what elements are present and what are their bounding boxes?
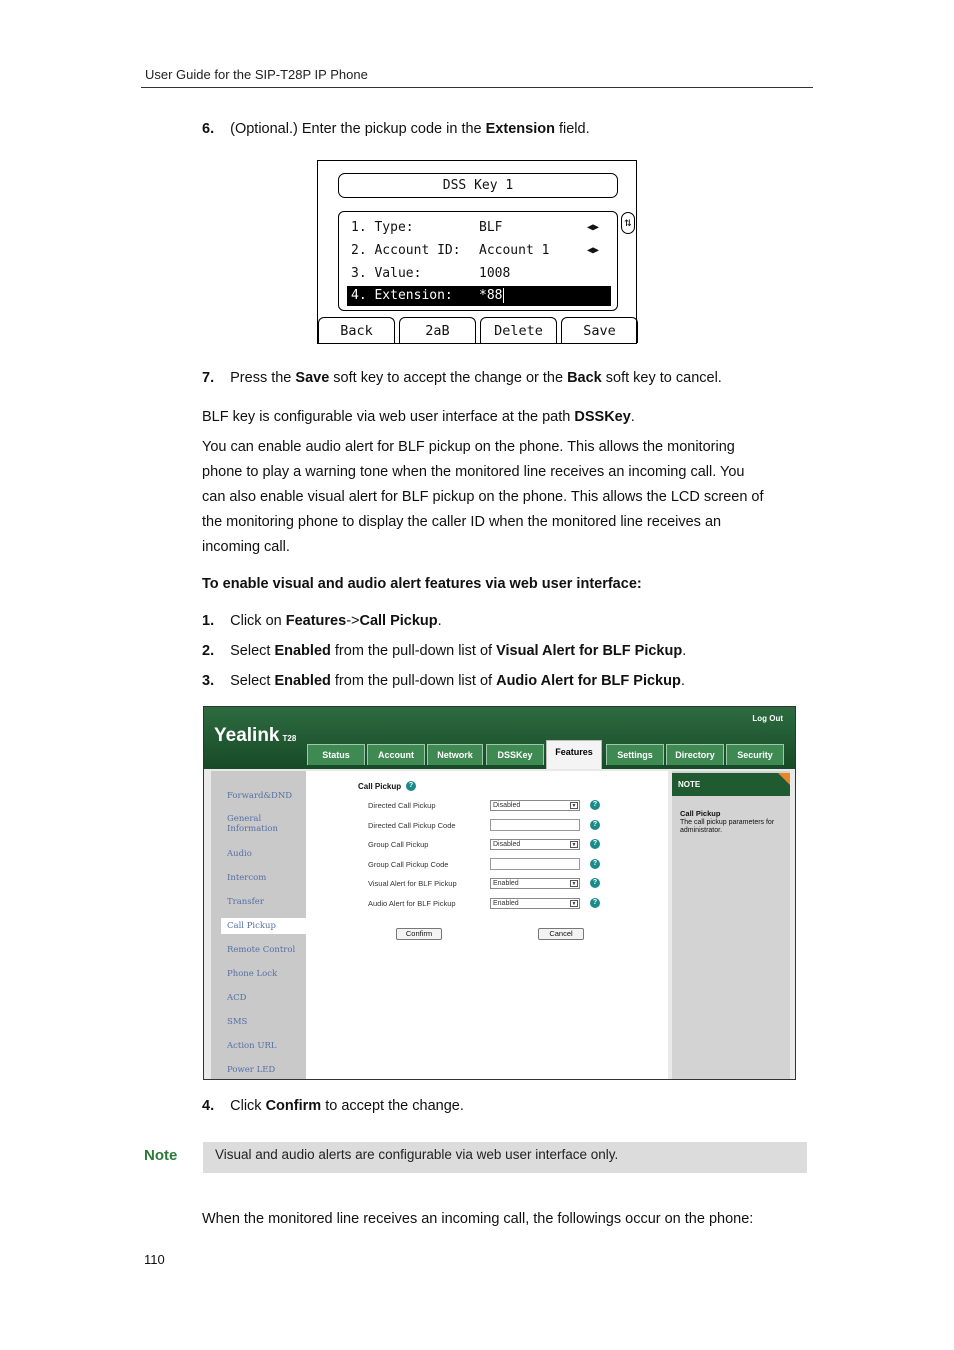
tab-security[interactable]: Security: [726, 744, 784, 765]
sidebar-item-power-led[interactable]: Power LED: [227, 1065, 276, 1075]
step-1: [202, 611, 442, 631]
paragraph-path: [202, 407, 635, 427]
dropdown-arrow-icon: ▼: [571, 901, 577, 907]
tab-network[interactable]: Network: [427, 744, 483, 765]
step-text: from the pull-down list of: [330, 673, 497, 689]
lcd-row-value: *88: [479, 288, 503, 303]
step-3: [202, 671, 685, 691]
scroll-indicator-icon: ⇅: [621, 212, 635, 234]
step-number: 4.: [202, 1098, 215, 1114]
web-main-panel: [306, 771, 668, 1079]
field-label: Directed Call Pickup: [368, 801, 436, 810]
web-header: [204, 707, 795, 769]
paragraph-alerts: [202, 435, 764, 560]
note-title: Call Pickup: [680, 809, 721, 818]
step-bold: Enabled: [274, 643, 331, 659]
select-value: Enabled: [493, 880, 519, 887]
lcd-title: DSS Key 1: [338, 173, 618, 198]
help-icon[interactable]: ?: [590, 820, 600, 830]
dropdown-arrow-icon: ▼: [571, 842, 577, 848]
visual-alert-blf-select[interactable]: [490, 878, 580, 889]
help-icon[interactable]: ?: [590, 878, 600, 888]
step-text: (Optional.) Enter the pickup code in the: [230, 121, 486, 137]
tab-status[interactable]: Status: [307, 744, 365, 765]
step-4: [202, 1096, 464, 1116]
note-text: Visual and audio alerts are configurable via web user interface only.: [215, 1147, 619, 1162]
step-text-end: field.: [554, 121, 590, 137]
logo-model: T28: [282, 734, 297, 743]
select-value: Disabled: [493, 841, 521, 848]
lcd-row-extension[interactable]: [347, 286, 611, 306]
dropdown-arrow-icon: ▼: [571, 881, 577, 887]
step-text: Press the: [230, 370, 296, 386]
lcd-row-value: Account 1: [479, 243, 550, 258]
lcd-row-value-field[interactable]: [347, 264, 611, 284]
step-number: 7.: [202, 370, 215, 386]
left-right-arrows-icon: ◀▶: [587, 222, 600, 233]
para-text: BLF key is configurable via web user interface at the path: [202, 409, 575, 425]
help-icon[interactable]: ?: [590, 839, 600, 849]
step-6: [202, 119, 590, 139]
step-2: [202, 641, 686, 661]
step-number: 3.: [202, 673, 215, 689]
procedure-title: To enable visual and audio alert features via web user interface:: [202, 576, 642, 592]
sidebar-item-audio[interactable]: Audio: [227, 849, 252, 859]
field-label: Directed Call Pickup Code: [368, 821, 456, 830]
step-bold: Save: [295, 370, 330, 386]
para-line: phone to play a warning tone when the monitored line receives an incoming call. You: [202, 464, 745, 480]
sidebar-item-transfer[interactable]: Transfer: [227, 897, 264, 907]
step-text: to accept the change.: [321, 1098, 464, 1114]
step-text: Select: [230, 673, 275, 689]
note-label: Note: [144, 1147, 178, 1164]
group-call-pickup-select[interactable]: [490, 839, 580, 850]
select-value: Enabled: [493, 900, 519, 907]
sidebar-item-remote-control[interactable]: Remote Control: [227, 945, 296, 955]
sidebar-item-action-url[interactable]: Action URL: [227, 1041, 277, 1051]
tab-directory[interactable]: Directory: [666, 744, 724, 765]
step-text: .: [682, 643, 687, 659]
step-text: soft key to cancel.: [601, 370, 722, 386]
para-bold: DSSKey: [574, 409, 631, 425]
step-bold: Audio Alert for BLF Pickup: [496, 673, 681, 689]
step-text: Click: [230, 1098, 266, 1114]
lcd-softkeys: [318, 317, 635, 343]
step-number: 2.: [202, 643, 215, 659]
lcd-row-label: 1. Type:: [351, 220, 414, 235]
softkey-2ab[interactable]: 2aB: [399, 317, 476, 343]
softkey-delete[interactable]: Delete: [480, 317, 557, 343]
para-line: incoming call.: [202, 539, 290, 555]
text-cursor: [503, 288, 504, 303]
sidebar-item-call-pickup[interactable]: Call Pickup: [221, 918, 306, 934]
lcd-row-label: 3. Value:: [351, 266, 422, 281]
para-line: can also enable visual alert for BLF pickup on the phone. This allows the LCD screen of: [202, 489, 764, 505]
softkey-save[interactable]: Save: [561, 317, 638, 343]
tab-dsskey[interactable]: DSSKey: [486, 744, 544, 765]
step-text: soft key to accept the change or the: [329, 370, 568, 386]
para-line: the monitoring phone to display the caller ID when the monitored line receives an: [202, 514, 722, 530]
directed-call-pickup-select[interactable]: [490, 800, 580, 811]
yealink-logo: [214, 725, 296, 747]
para-line: You can enable audio alert for BLF pickup on the phone. This allows the monitoring: [202, 439, 735, 455]
tab-features[interactable]: Features: [546, 740, 602, 769]
sidebar-item-phone-lock[interactable]: Phone Lock: [227, 969, 278, 979]
tab-account[interactable]: Account: [367, 744, 425, 765]
field-label: Group Call Pickup: [368, 840, 429, 849]
confirm-button[interactable]: Confirm: [396, 928, 442, 940]
left-right-arrows-icon: ◀▶: [587, 245, 600, 256]
sidebar-item-sms[interactable]: SMS: [227, 1017, 248, 1027]
audio-alert-blf-select[interactable]: [490, 898, 580, 909]
sidebar-item-intercom[interactable]: Intercom: [227, 873, 267, 883]
lcd-screen: [317, 160, 637, 344]
field-label: Visual Alert for BLF Pickup: [368, 879, 457, 888]
lcd-row-type[interactable]: [347, 218, 611, 238]
help-icon[interactable]: ?: [590, 859, 600, 869]
web-sidebar: [211, 771, 306, 1079]
directed-call-pickup-code-input[interactable]: [490, 819, 580, 831]
step-text: Click on: [230, 613, 286, 629]
select-value: Disabled: [493, 802, 521, 809]
lcd-row-account[interactable]: [347, 241, 611, 261]
dropdown-arrow-icon: ▼: [571, 803, 577, 809]
group-call-pickup-code-input[interactable]: [490, 858, 580, 870]
web-note-panel: [672, 771, 790, 1079]
step-text: Select: [230, 643, 275, 659]
step-text: ->: [346, 613, 360, 629]
page-number: 110: [144, 1252, 165, 1267]
note-corner-icon: [778, 773, 790, 785]
help-icon[interactable]: ?: [590, 800, 600, 810]
section-title: Call Pickup: [358, 782, 402, 791]
field-label: Group Call Pickup Code: [368, 860, 449, 869]
lcd-row-value: 1008: [479, 266, 511, 281]
step-bold: Call Pickup: [359, 613, 438, 629]
note-header: NOTE: [672, 773, 790, 796]
step-text: from the pull-down list of: [330, 643, 497, 659]
header-rule: [141, 87, 813, 88]
softkey-back[interactable]: Back: [318, 317, 395, 343]
para-text: .: [630, 409, 635, 425]
help-icon[interactable]: ?: [590, 898, 600, 908]
step-bold: Features: [285, 613, 347, 629]
step-bold: Extension: [485, 121, 555, 137]
help-icon[interactable]: ?: [406, 781, 416, 791]
step-text: .: [680, 673, 685, 689]
field-label: Audio Alert for BLF Pickup: [368, 899, 456, 908]
sidebar-item-general-information[interactable]: General Information: [227, 814, 279, 834]
step-bold: Back: [567, 370, 602, 386]
closing-paragraph: When the monitored line receives an incoming call, the followings occur on the phone:: [202, 1211, 754, 1227]
tab-settings[interactable]: Settings: [606, 744, 664, 765]
step-text: .: [437, 613, 442, 629]
step-bold: Visual Alert for BLF Pickup: [496, 643, 683, 659]
cancel-button[interactable]: Cancel: [538, 928, 584, 940]
web-ui-screenshot: [203, 706, 796, 1080]
logout-link[interactable]: Log Out: [752, 714, 783, 723]
lcd-row-label: 4. Extension:: [351, 288, 453, 303]
sidebar-item-forward-dnd[interactable]: Forward&DND: [227, 791, 293, 801]
step-bold: Enabled: [274, 673, 331, 689]
step-bold: Confirm: [265, 1098, 322, 1114]
running-header: User Guide for the SIP-T28P IP Phone: [145, 67, 368, 82]
sidebar-item-acd[interactable]: ACD: [227, 993, 247, 1003]
lcd-row-value: BLF: [479, 220, 503, 235]
note-description: The call pickup parameters for administrator.: [680, 819, 775, 834]
lcd-menu: [338, 211, 618, 311]
lcd-row-label: 2. Account ID:: [351, 243, 461, 258]
logo-text: Yealink: [214, 725, 280, 746]
step-7: [202, 368, 722, 388]
step-number: 1.: [202, 613, 215, 629]
step-number: 6.: [202, 121, 215, 137]
